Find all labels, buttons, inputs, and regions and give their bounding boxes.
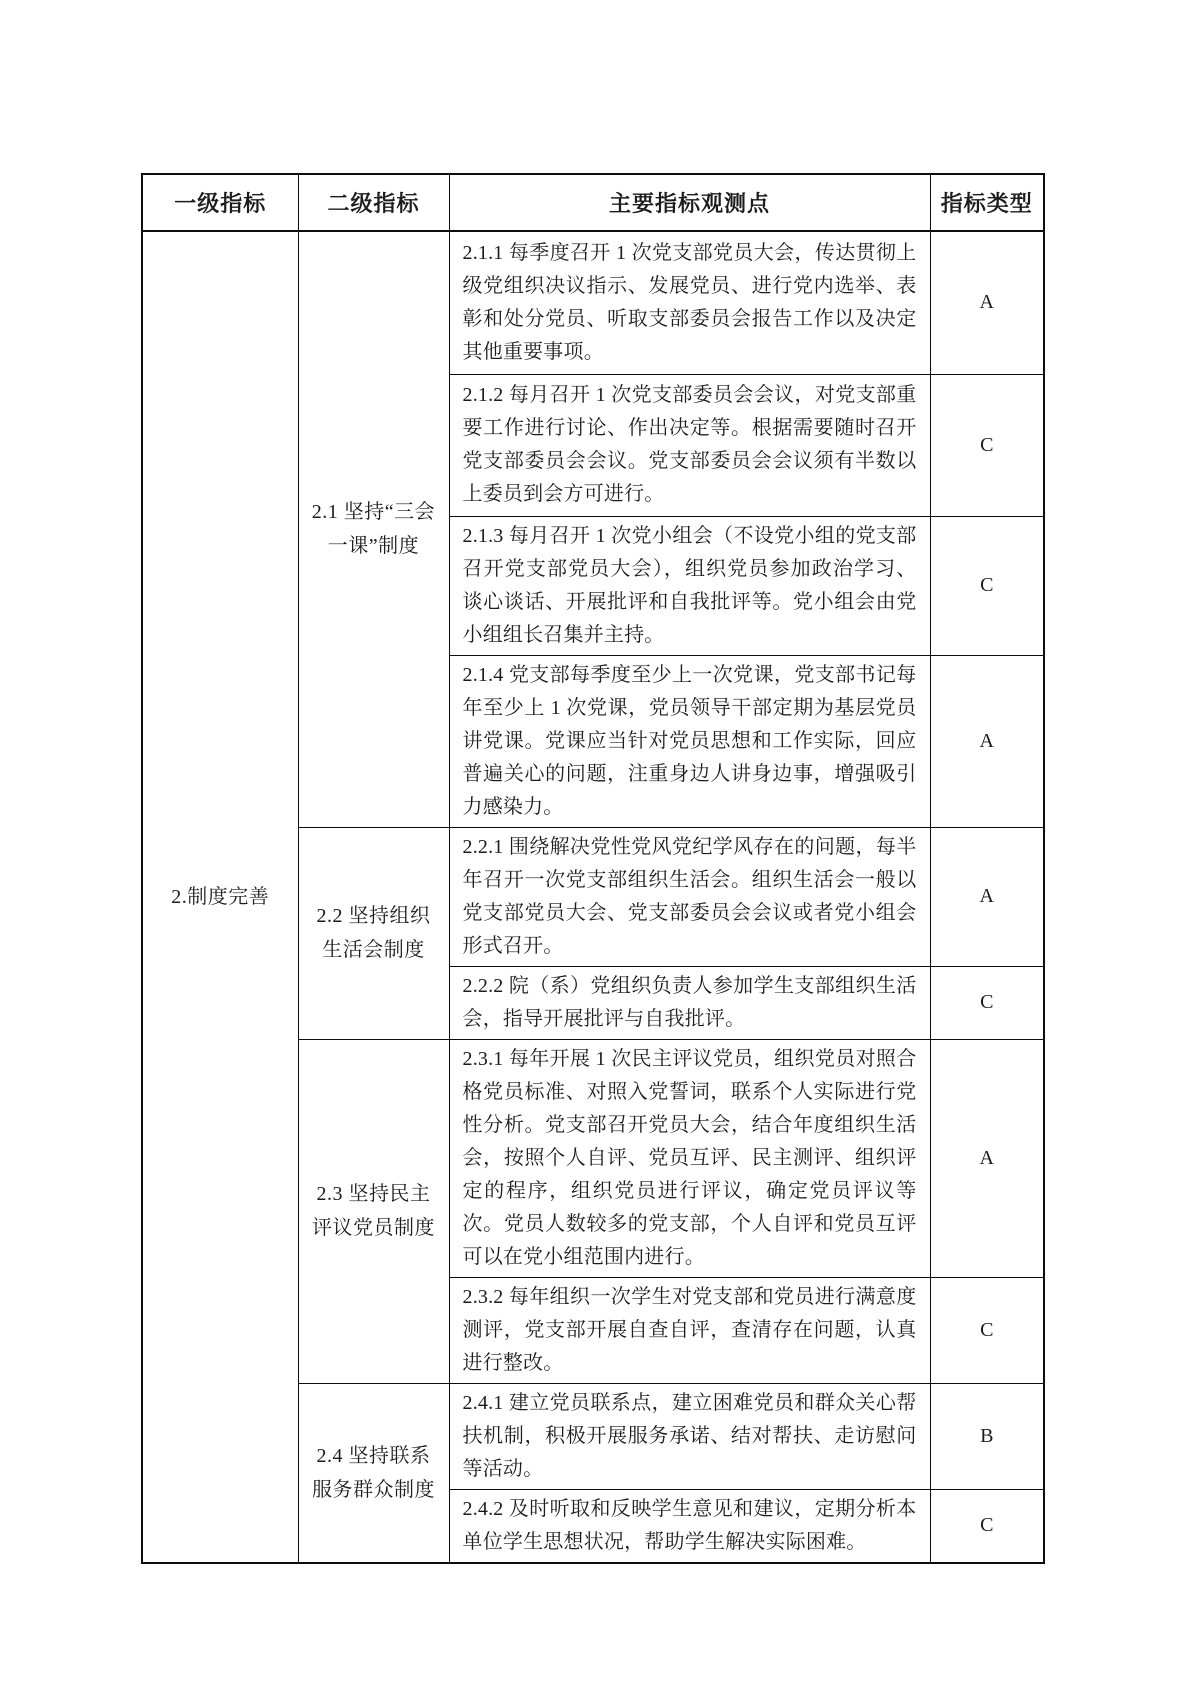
cell-type-2-2-1: A: [930, 827, 1044, 966]
cell-observation-2-3-2: 2.3.2 每年组织一次学生对党支部和党员进行满意度测评，党支部开展自查自评，查清存在问题，认真进行整改。: [449, 1277, 930, 1383]
header-level2-indicator: 二级指标: [298, 174, 449, 231]
cell-type-2-4-2: C: [930, 1489, 1044, 1563]
cell-type-2-2-2: C: [930, 966, 1044, 1039]
cell-observation-2-1-2: 2.1.2 每月召开 1 次党支部委员会会议，对党支部重要工作进行讨论、作出决定等。根据需要随时召开党支部委员会会议。党支部委员会会议须有半数以上委员到会方可进行。: [449, 374, 930, 516]
cell-observation-2-1-3: 2.1.3 每月召开 1 次党小组会（不设党小组的党支部召开党支部党员大会），组织党员参加政治学习、谈心谈话、开展批评和自我批评等。党小组会由党小组组长召集并主持。: [449, 516, 930, 655]
table-row: [142, 231, 1044, 374]
cell-observation-2-1-1: 2.1.1 每季度召开 1 次党支部党员大会，传达贯彻上级党组织决议指示、发展党员、进行党内选举、表彰和处分党员、听取支部委员会报告工作以及决定其他重要事项。: [449, 231, 930, 374]
header-observation-points: 主要指标观测点: [449, 174, 930, 231]
cell-observation-2-4-1: 2.4.1 建立党员联系点，建立困难党员和群众关心帮扶机制，积极开展服务承诺、结对帮扶、走访慰问等活动。: [449, 1383, 930, 1489]
header-indicator-type: 指标类型: [930, 174, 1044, 231]
cell-observation-2-2-1: 2.2.1 围绕解决党性党风党纪学风存在的问题，每半年召开一次党支部组织生活会。组织生活会一般以党支部党员大会、党支部委员会会议或者党小组会形式召开。: [449, 827, 930, 966]
cell-type-2-3-2: C: [930, 1277, 1044, 1383]
cell-type-2-3-1: A: [930, 1039, 1044, 1277]
cell-level2-indicator-2-3: 2.3 坚持民主评议党员制度: [298, 1039, 449, 1383]
cell-observation-2-3-1: 2.3.1 每年开展 1 次民主评议党员，组织党员对照合格党员标准、对照入党誓词，联系个人实际进行党性分析。党支部召开党员大会，结合年度组织生活会，按照个人自评、党员互评、民主测评、组织评定的程序，组织党员进行评议，确定党员评议等次。党员人数较多的党支部，个人自评和党员互评可以在党小组范围内进行。: [449, 1039, 930, 1277]
header-level1-indicator: 一级指标: [142, 174, 298, 231]
cell-level2-indicator-2-2: 2.2 坚持组织生活会制度: [298, 827, 449, 1039]
cell-level2-indicator-2-4: 2.4 坚持联系服务群众制度: [298, 1383, 449, 1563]
cell-type-2-1-3: C: [930, 516, 1044, 655]
cell-type-2-4-1: B: [930, 1383, 1044, 1489]
cell-type-2-1-4: A: [930, 655, 1044, 827]
cell-type-2-1-1: A: [930, 231, 1044, 374]
cell-observation-2-4-2: 2.4.2 及时听取和反映学生意见和建议，定期分析本单位学生思想状况，帮助学生解决实际困难。: [449, 1489, 930, 1563]
cell-observation-2-1-4: 2.1.4 党支部每季度至少上一次党课，党支部书记每年至少上 1 次党课，党员领导干部定期为基层党员讲党课。党课应当针对党员思想和工作实际，回应普遍关心的问题，注重身边人讲身边事，增强吸引力感染力。: [449, 655, 930, 827]
cell-level2-indicator-2-1: 2.1 坚持“三会一课”制度: [298, 231, 449, 827]
indicator-table: [141, 173, 1045, 1564]
cell-level1-indicator: 2.制度完善: [142, 231, 298, 1563]
table-header-row: [142, 174, 1044, 231]
cell-type-2-1-2: C: [930, 374, 1044, 516]
cell-observation-2-2-2: 2.2.2 院（系）党组织负责人参加学生支部组织生活会，指导开展批评与自我批评。: [449, 966, 930, 1039]
